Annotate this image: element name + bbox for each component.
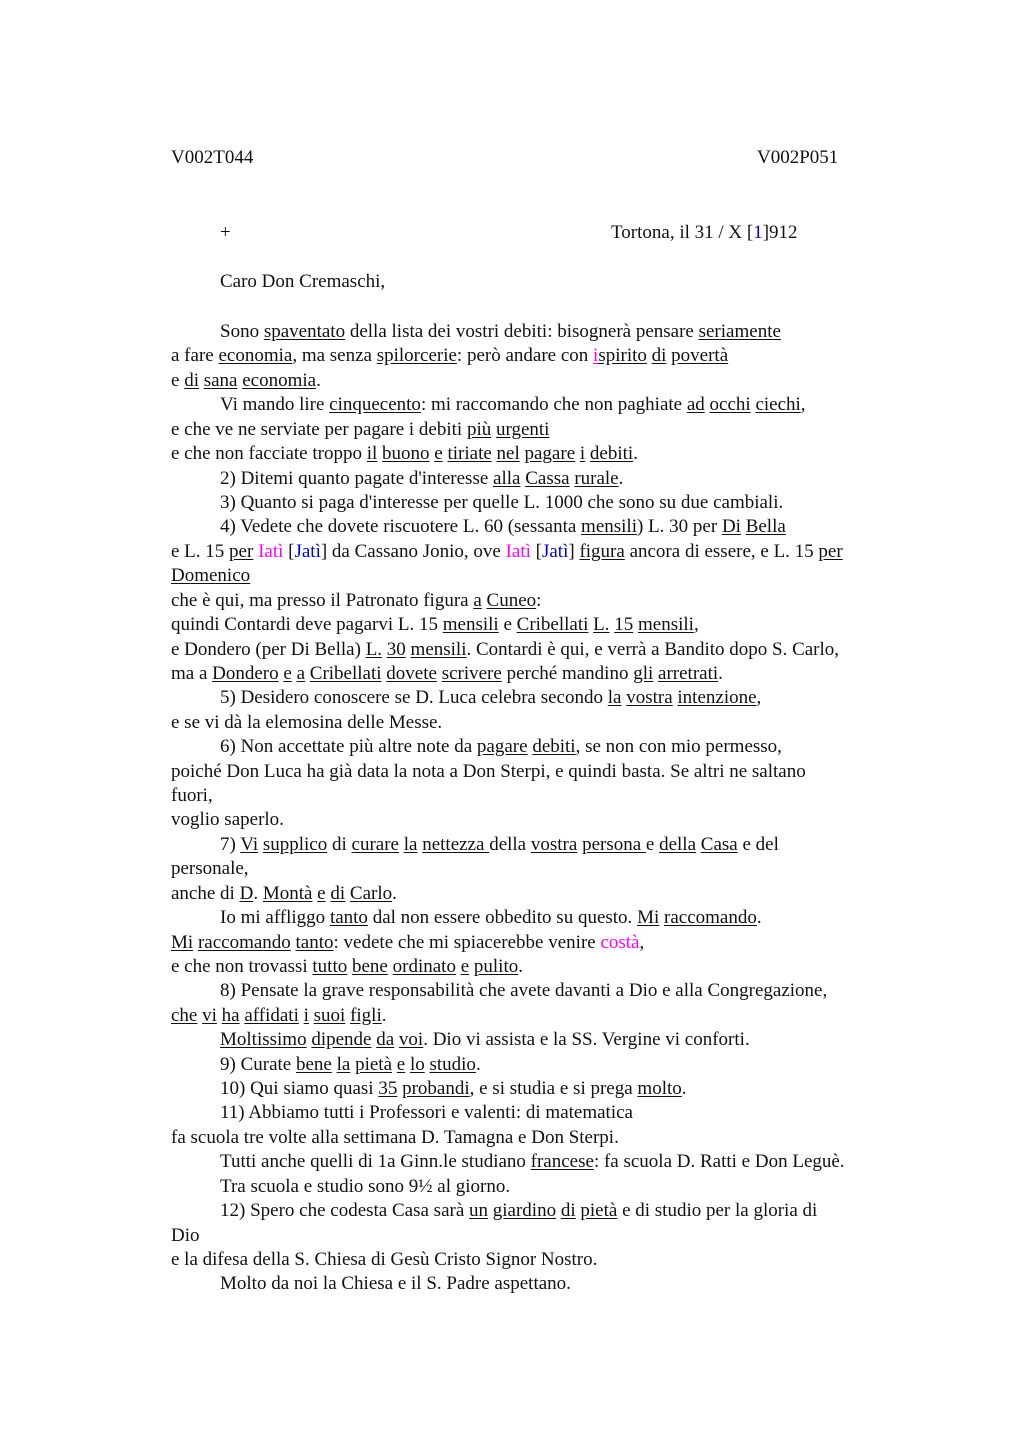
underlined-text: mensili	[638, 614, 694, 635]
text-segment: :	[536, 589, 542, 611]
text-segment: 2) Ditemi quanto pagate d'interesse	[220, 467, 494, 489]
underlined-text: intenzione	[677, 687, 757, 709]
text-line	[171, 1248, 597, 1272]
underlined-text: arretrati	[658, 662, 719, 684]
text-line	[220, 1053, 481, 1077]
text-line	[171, 442, 638, 466]
underlined-text: economia	[242, 369, 317, 391]
underlined-text: Casa	[700, 833, 738, 855]
text-line	[171, 613, 699, 637]
text-line	[220, 467, 623, 491]
text-segment: 4) Vedete che dovete riscuotere L. 60 (sessanta	[220, 516, 582, 538]
text-segment: 9) Curate	[220, 1053, 296, 1075]
text-line	[220, 906, 762, 930]
text-line	[220, 735, 782, 759]
underlined-text: nel	[496, 443, 520, 465]
text-segment: e del	[737, 833, 779, 855]
text-line	[171, 955, 523, 979]
text-segment: ) L. 30 per	[637, 516, 722, 538]
underlined-text: mensili	[442, 614, 499, 635]
underlined-text: mensili	[581, 516, 637, 538]
underlined-text: la	[336, 1053, 351, 1075]
text-segment: fuori,	[171, 785, 213, 806]
text-segment: , ma senza	[292, 345, 377, 367]
text-segment: [	[530, 540, 542, 562]
text-line	[220, 1175, 510, 1199]
text-line	[171, 589, 541, 613]
text-line	[171, 418, 549, 442]
text-segment: e la difesa della S. Chiesa di Gesù Cristo Signor Nostro.	[171, 1249, 598, 1270]
highlighted-text: Jatì	[541, 540, 569, 562]
text-segment: 3) Quanto si paga d'interesse per quelle L. 1000 che sono su due cambiali.	[220, 491, 784, 513]
document-code-right: V002P051	[757, 147, 839, 168]
text-segment: della	[489, 833, 531, 855]
text-segment: ,	[693, 614, 699, 635]
underlined-text: vi	[202, 1004, 217, 1026]
underlined-text: scrivere	[441, 662, 502, 684]
underlined-text: e	[283, 662, 292, 684]
letter-date	[611, 222, 798, 244]
underlined-text: suoi	[313, 1004, 346, 1026]
highlighted-text: costà	[600, 931, 640, 953]
text-line	[171, 540, 843, 564]
underlined-text: supplico	[262, 833, 328, 855]
text-segment: ma a	[171, 662, 213, 684]
underlined-text: molto	[637, 1078, 682, 1099]
text-line	[220, 1199, 817, 1223]
text-segment: fa scuola tre volte alla settimana D. Tamagna e Don Sterpi.	[171, 1126, 619, 1148]
text-line	[171, 760, 806, 784]
text-segment: 10) Qui siamo quasi	[220, 1078, 379, 1099]
underlined-text: economia	[218, 345, 293, 367]
text-line	[220, 833, 779, 857]
underlined-text: ha	[221, 1004, 240, 1026]
text-line	[171, 1126, 619, 1150]
underlined-text: i	[593, 345, 599, 367]
underlined-text: Domenico	[171, 565, 251, 587]
text-line	[171, 931, 644, 955]
text-segment: e	[645, 833, 660, 855]
text-segment: e se vi dà la elemosina delle Messe.	[171, 711, 443, 733]
text-segment: 5) Desidero conoscere se D. Luca celebra secondo	[220, 687, 608, 709]
underlined-text: un	[469, 1200, 489, 1222]
text-segment: .	[381, 1004, 387, 1026]
underlined-text: 35	[378, 1078, 398, 1099]
underlined-text: spaventato	[263, 321, 346, 342]
underlined-text: occhi	[709, 394, 751, 416]
text-segment: 8) Pensate la grave responsabilità che avete davanti a Dio e alla Congregazione,	[220, 980, 828, 1002]
underlined-text: di	[184, 369, 199, 391]
document-code-left: V002T044	[171, 147, 254, 168]
cross-mark: +	[220, 222, 231, 243]
underlined-text: e	[396, 1053, 406, 1075]
date-prefix: Tortona, il 31 / X [	[611, 222, 754, 243]
text-line	[220, 515, 786, 539]
underlined-text: più	[466, 418, 492, 440]
text-segment: poiché Don Luca ha già data la nota a Don Sterpi, e quindi basta. Se altri ne saltano	[171, 760, 806, 782]
text-segment: , e si studia e si prega	[469, 1078, 638, 1099]
text-segment: .	[681, 1078, 687, 1099]
underlined-text: pietà	[355, 1053, 393, 1075]
highlighted-text: Iatì	[505, 540, 531, 562]
text-segment: Io mi affliggo	[220, 907, 330, 929]
highlighted-text: Iatì	[258, 540, 284, 562]
text-segment: : fa scuola D. Ratti e Don Leguè.	[593, 1151, 845, 1173]
underlined-text: e	[460, 955, 470, 977]
text-line	[220, 979, 827, 1003]
underlined-text: bene	[352, 955, 388, 977]
underlined-text: tanto	[329, 907, 368, 929]
underlined-text: lo	[409, 1053, 425, 1075]
text-line	[220, 1028, 750, 1052]
underlined-text: curare	[351, 833, 399, 855]
underlined-text: che	[171, 1004, 198, 1026]
text-segment: .	[518, 955, 523, 977]
underlined-text: vostra	[626, 687, 673, 709]
underlined-text: per	[818, 540, 843, 562]
text-segment: della lista dei vostri debiti: bisognerà pensare	[345, 321, 699, 342]
text-line	[220, 491, 783, 515]
underlined-text: pietà	[580, 1200, 618, 1222]
underlined-text: della	[659, 833, 697, 855]
text-segment: : mi raccomando che non paghiate	[420, 394, 687, 416]
underlined-text: probandi	[402, 1078, 470, 1099]
underlined-text: di	[651, 345, 667, 367]
underlined-text: tiriate	[447, 443, 492, 465]
underlined-text: giardino	[492, 1200, 557, 1222]
text-segment: . Contardi è qui, e verrà a Bandito dopo S. Carlo,	[466, 638, 840, 660]
underlined-text: sana	[203, 369, 238, 391]
text-line	[220, 1077, 687, 1101]
underlined-text: Montà	[262, 882, 313, 904]
date-suffix: ]912	[762, 222, 798, 243]
underlined-text: voi	[398, 1029, 424, 1051]
salutation: Caro Don Cremaschi,	[220, 271, 386, 292]
underlined-text: Bella	[745, 516, 786, 538]
text-segment: Tra scuola e studio sono 9½ al giorno.	[220, 1175, 511, 1197]
text-line	[171, 882, 397, 906]
underlined-text: Mi	[637, 907, 660, 929]
underlined-text: buono	[382, 443, 430, 465]
text-line	[220, 393, 806, 417]
underlined-text: pagare	[524, 443, 576, 465]
text-segment: .	[618, 467, 624, 489]
text-segment: 11) Abbiamo tutti i Professori e valenti: di matematica	[220, 1102, 633, 1124]
text-line	[220, 320, 781, 344]
text-segment: a fare	[171, 345, 219, 367]
underlined-text: 30	[386, 638, 406, 660]
text-segment: ]	[568, 540, 580, 562]
underlined-text: ordinato	[392, 955, 456, 977]
underlined-text: a	[473, 589, 482, 611]
text-segment: 12) Spero che codesta Casa sarà	[220, 1200, 470, 1222]
underlined-text: Moltissimo	[220, 1029, 307, 1051]
text-segment: e Dondero (per Di Bella)	[171, 638, 366, 660]
text-segment: ] da Cassano Jonio, ove	[320, 540, 506, 562]
text-segment: : però andare con	[456, 345, 594, 367]
underlined-text: studio	[429, 1053, 476, 1075]
underlined-text: e	[434, 443, 443, 465]
text-line	[171, 808, 284, 832]
underlined-text: Cribellati	[309, 662, 382, 684]
underlined-text: gli	[633, 662, 654, 684]
underlined-text: per	[229, 540, 254, 562]
underlined-text: 15	[614, 614, 634, 635]
text-line	[171, 638, 839, 662]
underlined-text: D	[239, 882, 254, 904]
text-line	[171, 857, 249, 881]
underlined-text: la	[607, 687, 622, 709]
underlined-text: debiti	[532, 736, 576, 758]
underlined-text: figura	[579, 540, 625, 562]
underlined-text: i	[579, 443, 586, 465]
underlined-text: spirito	[598, 345, 647, 367]
underlined-text: dipende	[311, 1029, 372, 1051]
text-line	[220, 1272, 571, 1296]
text-segment: perché mandino	[501, 662, 634, 684]
text-segment: che è qui, ma presso il Patronato figura	[171, 589, 474, 611]
underlined-text: figli	[350, 1004, 382, 1026]
underlined-text: da	[376, 1029, 395, 1051]
underlined-text: povertà	[671, 345, 729, 367]
text-line	[220, 686, 761, 710]
underlined-text: il	[366, 443, 378, 465]
underlined-text: la	[403, 833, 418, 855]
text-segment: .	[718, 662, 723, 684]
underlined-text: Carlo	[349, 882, 393, 904]
text-line	[220, 1101, 633, 1125]
text-line	[220, 1150, 845, 1174]
underlined-text: Mi	[171, 931, 194, 953]
underlined-text: a	[296, 662, 306, 684]
text-segment: anche di	[171, 882, 240, 904]
text-segment: e che ve ne serviate per pagare i debiti	[171, 418, 467, 440]
text-segment: e che non facciate troppo	[171, 443, 367, 465]
text-segment: ancora di essere, e L. 15	[624, 540, 819, 562]
text-segment: : vedete che mi spiacerebbe venire	[333, 931, 601, 953]
text-segment: Molto da noi la Chiesa e il S. Padre aspettano.	[220, 1273, 571, 1295]
text-segment: .	[392, 882, 397, 904]
underlined-text: Di	[721, 516, 741, 538]
text-line	[171, 784, 213, 808]
underlined-text: e	[317, 882, 326, 904]
text-line	[171, 344, 728, 368]
underlined-text: vostra	[530, 833, 578, 855]
text-segment: e	[171, 369, 185, 391]
text-segment: e L. 15	[171, 540, 230, 562]
text-line	[171, 711, 442, 735]
underlined-text: ciechi	[755, 394, 801, 416]
text-segment: .	[316, 369, 321, 391]
text-segment: . Dio vi assista e la SS. Vergine vi conforti.	[423, 1029, 750, 1051]
underlined-text: nettezza	[422, 833, 490, 855]
underlined-text: spilorcerie	[376, 345, 457, 367]
text-segment: .	[475, 1053, 481, 1075]
underlined-text: Vi	[240, 833, 259, 855]
text-segment: Tutti anche quelli di 1a Ginn.le studiano	[220, 1151, 531, 1173]
underlined-text: mensili	[410, 638, 467, 660]
text-segment: .	[253, 882, 263, 904]
underlined-text: raccomando	[664, 907, 757, 929]
text-line	[171, 1224, 200, 1248]
underlined-text: affidati	[244, 1004, 299, 1026]
underlined-text: Cassa	[525, 467, 570, 489]
underlined-text: alla	[493, 467, 521, 489]
text-segment: [	[283, 540, 295, 562]
underlined-text: di	[330, 882, 346, 904]
underlined-text: di	[560, 1200, 576, 1222]
underlined-text: ad	[686, 394, 705, 416]
text-line	[171, 564, 250, 588]
underlined-text: persona	[582, 833, 646, 855]
underlined-text: pagare	[476, 736, 528, 758]
highlighted-text: Jatì	[294, 540, 321, 562]
text-line	[171, 662, 723, 686]
underlined-text: debiti	[589, 443, 634, 465]
text-segment: Vi mando lire	[220, 394, 330, 416]
date-editorial-insert: 1	[753, 222, 763, 243]
underlined-text: pulito	[473, 955, 519, 977]
underlined-text: dovete	[386, 662, 437, 684]
text-segment: e di studio per la gloria di	[617, 1200, 818, 1222]
text-segment: , se non con mio permesso,	[575, 736, 782, 758]
text-segment: .	[756, 907, 762, 929]
text-segment: Sono	[220, 321, 264, 342]
text-segment: voglio saperlo.	[171, 809, 284, 831]
underlined-text: rurale	[574, 467, 619, 489]
text-segment: dal non essere obbedito su questo.	[367, 907, 638, 929]
text-segment: ,	[800, 394, 806, 416]
text-line	[171, 1004, 387, 1028]
underlined-text: Dondero	[212, 662, 279, 684]
underlined-text: cinquecento	[329, 394, 421, 416]
text-segment: .	[633, 443, 638, 465]
underlined-text: Cuneo	[486, 589, 537, 611]
underlined-text: tutto	[312, 955, 348, 977]
text-segment: e	[498, 614, 517, 635]
underlined-text: Cribellati	[516, 614, 589, 635]
text-segment: personale,	[171, 858, 249, 880]
underlined-text: bene	[295, 1053, 332, 1075]
underlined-text: seriamente	[698, 321, 781, 342]
text-segment: e che non trovassi	[171, 955, 313, 977]
text-segment: di	[327, 833, 352, 855]
underlined-text: francese	[530, 1151, 594, 1173]
underlined-text: raccomando	[197, 931, 291, 953]
text-segment: Dio	[171, 1224, 200, 1246]
underlined-text: tanto	[295, 931, 334, 953]
text-segment: ,	[756, 687, 762, 709]
text-segment: ,	[639, 931, 645, 953]
underlined-text: L.	[365, 638, 383, 660]
underlined-text: urgenti	[495, 418, 550, 440]
text-segment: quindi Contardi deve pagarvi L. 15	[171, 614, 443, 635]
text-segment: 7)	[220, 833, 241, 855]
underlined-text: i	[303, 1004, 309, 1026]
text-line	[171, 369, 321, 393]
text-segment: 6) Non accettate più altre note da	[220, 736, 477, 758]
underlined-text: L.	[593, 614, 610, 635]
